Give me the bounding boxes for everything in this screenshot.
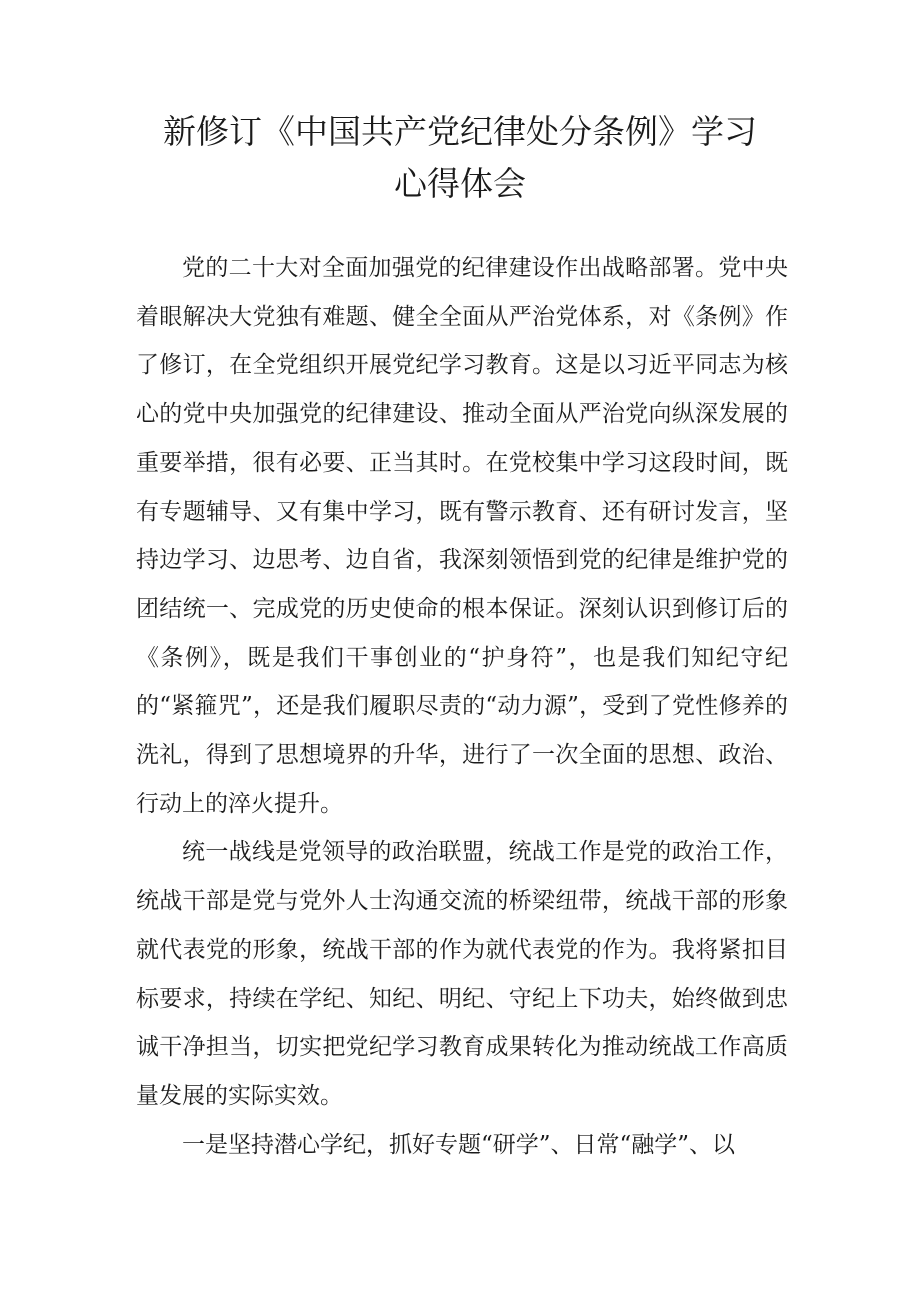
document-title	[120, 106, 800, 210]
paragraph-3: 一是坚持潜心学纪，抓好专题“研学”、日常“融学”、以	[182, 1131, 736, 1158]
title-line-1: 新修订《中国共产党纪律处分条例》学习	[163, 112, 757, 151]
document-body	[136, 244, 788, 1169]
paragraph-2: 统一战线是党领导的政治联盟，统战工作是党的政治工作，统战干部是党与党外人士沟通交流的桥梁纽带，统战干部的形象就代表党的形象，统战干部的作为就代表党的作为。我将紧扣目标要求，持续在学纪、知纪、明纪、守纪上下功夫，始终做到忠诚干净担当，切实把党纪学习教育成果转化为推动统战工作高质量发展的实际实效。	[136, 839, 788, 1109]
paragraph-1: 党的二十大对全面加强党的纪律建设作出战略部署。党中央着眼解决大党独有难题、健全全面从严治党体系，对《条例》作了修订，在全党组织开展党纪学习教育。这是以习近平同志为核心的党中央加强党的纪律建设、推动全面从严治党向纵深发展的重要举措，很有必要、正当其时。在党校集中学习这段时间，既有专题辅导、又有集中学习，既有警示教育、还有研讨发言，坚持边学习、边思考、边自省，我深刻领悟到党的纪律是维护党的团结统一、完成党的历史使命的根本保证。深刻认识到修订后的《条例》，既是我们干事创业的“护身符”，也是我们知纪守纪的“紧箍咒”，还是我们履职尽责的“动力源”，受到了党性修养的洗礼，得到了思想境界的升华，进行了一次全面的思想、政治、行动上的淬火提升。	[136, 255, 788, 817]
title-line-2: 心得体会	[394, 164, 526, 203]
